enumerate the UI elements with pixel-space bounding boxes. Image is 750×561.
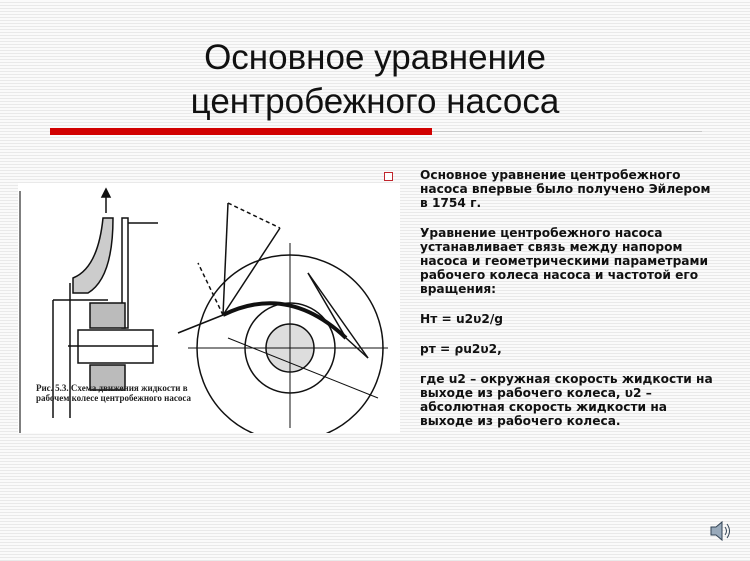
speaker-icon[interactable]: [708, 518, 734, 548]
paragraph-definitions: где u2 – окружная скорость жидкости на выходе из рабочего колеса, υ2 – абсолютная скорость жидкости на выходе из рабочего колеса.: [420, 372, 713, 428]
impeller-diagram: [18, 183, 400, 433]
title-underline-accent: [50, 128, 432, 135]
title-line-2: центробежного насоса: [190, 82, 560, 121]
slide-title: [0, 36, 750, 124]
paragraph-euler: Основное уравнение центробежного насоса впервые было получено Эйлером в 1754 г.: [420, 168, 711, 210]
title-line-1: Основное уравнение: [204, 38, 546, 77]
paragraph-relation: Уравнение центробежного насоса устанавливает связь между напором насоса и геометрическими параметрами рабочего колеса насоса и частотой его вращения:: [420, 226, 709, 296]
formula-head: Нт = u2υ2/g: [420, 312, 504, 326]
slide-body-text: [420, 168, 720, 444]
figure-caption: Рис. 5.3. Схема движения жидкости в рабочем колесе центробежного насоса: [36, 383, 191, 403]
title-underline-thin: [432, 131, 702, 132]
bullet-square-icon: [384, 172, 393, 181]
formula-pressure: pт = ρu2υ2,: [420, 342, 502, 356]
